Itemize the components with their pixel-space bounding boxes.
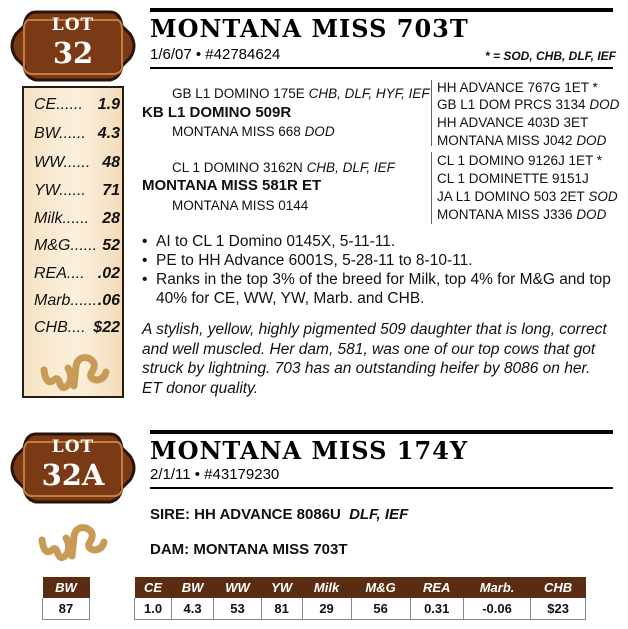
lot-description: A stylish, yellow, highly pigmented 509 daughter that is long, correct and well muscled. Her dam, 581, was one of our top cows that got struck by lightning. 703 has an outstanding heifer by 8086 on her. ET donor quality.: [142, 321, 607, 397]
far-ancestor: [437, 171, 589, 186]
ancestor-tags: CHB, DLF, IEF: [306, 160, 395, 175]
stat-row: [34, 292, 120, 314]
stat-row: [34, 319, 120, 341]
ancestor-tags: DOD: [589, 97, 620, 112]
brand-mark-icon: [38, 350, 112, 394]
epd-table: [134, 577, 586, 620]
bw-header: BW: [43, 577, 90, 598]
birth-weight-table: [42, 577, 90, 620]
far-ancestor: [437, 153, 602, 168]
stat-value: 52: [102, 237, 120, 254]
stat-row: [34, 237, 120, 259]
lot-label: LOT: [51, 437, 95, 457]
pedigree-sire: KB L1 DOMINO 509R: [142, 104, 292, 121]
stat-label: YW......: [34, 182, 86, 199]
stat-label: BW......: [34, 125, 86, 142]
epd-value: 4.3: [172, 598, 214, 620]
epd-header: WW: [214, 577, 262, 598]
stats-panel: [22, 86, 124, 398]
ancestor-name: GB L1 DOMINO 175E: [172, 86, 305, 101]
pedigree-sire-sire: [172, 86, 430, 101]
lot-number: 32: [52, 36, 94, 70]
pedigree-dam-dam: MONTANA MISS 0144: [172, 198, 309, 213]
stat-value: 4.3: [97, 125, 120, 142]
sire-line: [150, 506, 408, 523]
stat-label: REA....: [34, 265, 85, 282]
ancestor-tags: SOD: [588, 189, 618, 204]
registration-line: 1/6/07 • #42784624: [150, 46, 281, 63]
sire-name: SIRE: HH ADVANCE 8086U: [150, 506, 341, 523]
stat-value: .06: [97, 292, 120, 309]
stat-row: [34, 182, 120, 204]
stat-label: Milk......: [34, 210, 90, 227]
header-underline: [150, 67, 613, 69]
stat-row: [34, 125, 120, 147]
stat-value: 71: [102, 182, 120, 199]
epd-header: M&G: [351, 577, 410, 598]
pedigree-dam: MONTANA MISS 581R ET: [142, 177, 322, 194]
far-ancestor: [437, 189, 618, 204]
ancestor-name: JA L1 DOMINO 503 2ET: [437, 189, 585, 204]
epd-header: Milk: [302, 577, 351, 598]
ancestor-name: MONTANA MISS J336: [437, 207, 573, 222]
stat-value: $22: [93, 319, 120, 336]
epd-value: 56: [351, 598, 410, 620]
epd-value: 29: [302, 598, 351, 620]
bw-value: 87: [43, 598, 90, 620]
stat-value: 28: [102, 210, 120, 227]
epd-header: REA: [410, 577, 463, 598]
far-ancestor: [437, 207, 606, 222]
epd-value: 1.0: [135, 598, 172, 620]
epd-value: -0.06: [463, 598, 530, 620]
ancestor-tags: DOD: [576, 133, 607, 148]
far-ancestor: [437, 133, 606, 148]
stat-label: CE......: [34, 96, 83, 113]
stat-row: [34, 96, 120, 118]
note-item: • PE to HH Advance 6001S, 5-28-11 to 8-10-11.: [142, 251, 612, 270]
far-ancestor: [437, 97, 619, 112]
epd-header: Marb.: [463, 577, 530, 598]
ancestor-name: CL 1 DOMINO 3162N: [172, 160, 303, 175]
stat-value: 48: [102, 154, 120, 171]
stat-row: [34, 154, 120, 176]
epd-value: 81: [261, 598, 302, 620]
pedigree-sire-dam: [172, 124, 335, 139]
dam-line: DAM: MONTANA MISS 703T: [150, 541, 348, 558]
tag-key-note: * = SOD, CHB, DLF, IEF: [484, 49, 616, 63]
ancestor-name: CL 1 DOMINO 9126J 1ET *: [437, 153, 603, 168]
epd-header: CHB: [531, 577, 586, 598]
registration-line: 2/1/11 • #43179230: [150, 466, 280, 483]
stat-label: WW......: [34, 154, 91, 171]
pedigree-dam-sire: [172, 160, 395, 175]
epd-header: BW: [172, 577, 214, 598]
lot-label: LOT: [51, 15, 95, 35]
ancestor-name: CL 1 DOMINETTE 9151J: [437, 171, 589, 186]
pedigree-divider: [431, 80, 432, 146]
ancestor-name: GB L1 DOM PRCS 3134: [437, 97, 586, 112]
stat-row: [34, 210, 120, 232]
ancestor-tags: CHB, DLF, HYF, IEF: [308, 86, 430, 101]
lot-number: 32A: [41, 458, 105, 492]
far-ancestor: [437, 115, 588, 130]
lot-badge: [6, 6, 140, 86]
ancestor-name: HH ADVANCE 767G 1ET *: [437, 80, 598, 95]
brand-mark-icon: [36, 520, 110, 564]
animal-name: MONTANA MISS 703T: [150, 14, 469, 43]
epd-value: 53: [214, 598, 262, 620]
stat-label: Marb......: [34, 292, 98, 309]
lot-badge: [6, 428, 140, 508]
stat-row: [34, 265, 120, 287]
ancestor-name: MONTANA MISS 668: [172, 124, 301, 139]
animal-name: MONTANA MISS 174Y: [150, 436, 469, 465]
ancestor-name: MONTANA MISS J042: [437, 133, 573, 148]
note-item: • Ranks in the top 3% of the breed for Milk, top 4% for M&G and top 40% for CE, WW, YW, Marb. and CHB.: [142, 270, 612, 308]
sire-tags: DLF, IEF: [349, 506, 409, 523]
notes-list: [142, 232, 612, 308]
epd-header: CE: [135, 577, 172, 598]
stat-value: 1.9: [97, 96, 120, 113]
epd-value: $23: [531, 598, 586, 620]
note-item: • AI to CL 1 Domino 0145X, 5-11-11.: [142, 232, 612, 251]
ancestor-tags: DOD: [576, 207, 607, 222]
ancestor-name: HH ADVANCE 403D 3ET: [437, 115, 589, 130]
epd-value: 0.31: [410, 598, 463, 620]
header-underline: [150, 487, 613, 489]
stat-label: CHB....: [34, 319, 86, 336]
stat-value: .02: [97, 265, 120, 282]
stat-label: M&G......: [34, 237, 98, 254]
far-ancestor: [437, 80, 598, 95]
epd-header: YW: [261, 577, 302, 598]
ancestor-tags: DOD: [304, 124, 335, 139]
header-rule: [150, 430, 613, 434]
header-rule: [150, 8, 613, 12]
pedigree-divider: [431, 152, 432, 224]
